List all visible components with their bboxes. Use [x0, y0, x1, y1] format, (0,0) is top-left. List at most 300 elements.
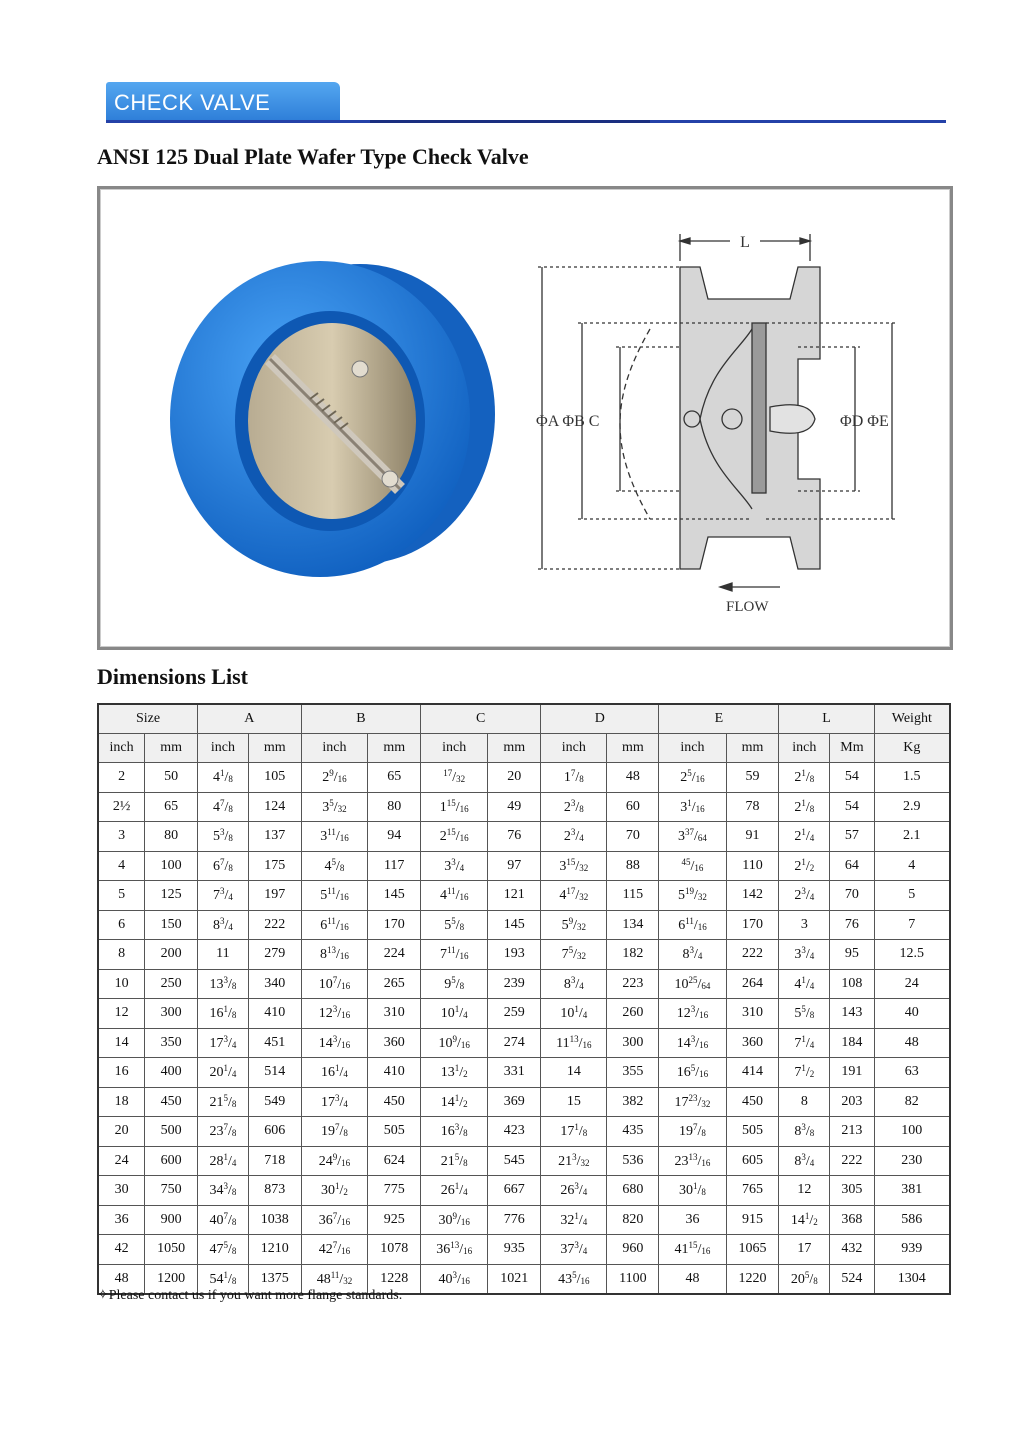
table-row — [98, 1235, 950, 1265]
table-cell: 65 — [368, 763, 421, 793]
table-cell: 175 — [248, 851, 301, 881]
table-row — [98, 763, 950, 793]
table-row — [98, 1176, 950, 1206]
table-cell: 50 — [145, 763, 198, 793]
table-cell: $43^5/_{16}$ — [541, 1264, 607, 1294]
table-row — [98, 910, 950, 940]
table-cell: 450 — [368, 1087, 421, 1117]
table-cell: 95 — [830, 940, 874, 970]
table-cell: $5^5/_8$ — [779, 999, 830, 1029]
table-cell: 8 — [98, 940, 145, 970]
table-cell: 549 — [248, 1087, 301, 1117]
table-cell: $47^5/_8$ — [198, 1235, 249, 1265]
table-cell: 222 — [248, 910, 301, 940]
table-cell: $26^3/_4$ — [541, 1176, 607, 1206]
sub-header-cell: mm — [145, 734, 198, 763]
table-cell: 4 — [98, 851, 145, 881]
table-cell: 820 — [607, 1205, 659, 1235]
table-cell: 435 — [607, 1117, 659, 1147]
table-row — [98, 1146, 950, 1176]
table-row — [98, 881, 950, 911]
sub-header-cell: inch — [659, 734, 726, 763]
table-cell: 125 — [145, 881, 198, 911]
table-cell: $14^1/_2$ — [421, 1087, 488, 1117]
table-cell: 369 — [488, 1087, 541, 1117]
table-cell: $6^7/_8$ — [198, 851, 249, 881]
table-cell: 450 — [726, 1087, 779, 1117]
section-tab-label: CHECK VALVE — [114, 90, 271, 115]
group-header-cell: E — [659, 704, 779, 734]
table-cell: 451 — [248, 1028, 301, 1058]
table-cell: $19^7/_8$ — [659, 1117, 726, 1147]
table-cell: $2^3/_4$ — [779, 881, 830, 911]
table-cell: 873 — [248, 1176, 301, 1206]
table-cell: 223 — [607, 969, 659, 999]
table-cell: $17^{23}/_{32}$ — [659, 1087, 726, 1117]
table-cell: 239 — [488, 969, 541, 999]
sub-header-cell: Kg — [874, 734, 950, 763]
group-header-cell: D — [541, 704, 659, 734]
table-cell: 97 — [488, 851, 541, 881]
table-cell: $2^5/_{16}$ — [659, 763, 726, 793]
table-cell: $3^3/_4$ — [779, 940, 830, 970]
table-cell: 191 — [830, 1058, 874, 1088]
table-cell: 1021 — [488, 1264, 541, 1294]
table-cell: $8^3/_4$ — [198, 910, 249, 940]
table-cell: 82 — [874, 1087, 950, 1117]
table-row — [98, 851, 950, 881]
table-cell: 30 — [98, 1176, 145, 1206]
table-cell: 586 — [874, 1205, 950, 1235]
sub-header-cell: Mm — [830, 734, 874, 763]
table-cell: 88 — [607, 851, 659, 881]
table-cell: 184 — [830, 1028, 874, 1058]
table-cell: 1065 — [726, 1235, 779, 1265]
table-cell: 36 — [98, 1205, 145, 1235]
table-cell: $3^5/_{32}$ — [301, 792, 368, 822]
table-cell: 423 — [488, 1117, 541, 1147]
table-cell: $3^{11}/_{16}$ — [301, 822, 368, 852]
table-cell: 54 — [830, 792, 874, 822]
tab-underline-accent — [370, 120, 650, 123]
sub-header-cell: inch — [301, 734, 368, 763]
table-cell: 20 — [98, 1117, 145, 1147]
table-cell: $2^1/_2$ — [779, 851, 830, 881]
table-cell: $2^1/_8$ — [779, 792, 830, 822]
table-cell: 5 — [98, 881, 145, 911]
table-cell: 300 — [607, 1028, 659, 1058]
table-cell: $30^1/_2$ — [301, 1176, 368, 1206]
table-row — [98, 822, 950, 852]
table-cell: 1228 — [368, 1264, 421, 1294]
table-cell: $4^1/_4$ — [779, 969, 830, 999]
table-cell: 3 — [98, 822, 145, 852]
table-cell: $2^1/_8$ — [779, 763, 830, 793]
group-header-cell: B — [301, 704, 420, 734]
table-cell: $2^{15}/_{16}$ — [421, 822, 488, 852]
valve-photo — [160, 249, 500, 589]
dimensions-table — [97, 703, 951, 1295]
table-cell: $16^1/_8$ — [198, 999, 249, 1029]
table-cell: $48^{11}/_{32}$ — [301, 1264, 368, 1294]
table-cell: $5^9/_{32}$ — [541, 910, 607, 940]
table-cell: 121 — [488, 881, 541, 911]
table-cell: 24 — [98, 1146, 145, 1176]
table-cell: $16^1/_4$ — [301, 1058, 368, 1088]
table-cell: 2½ — [98, 792, 145, 822]
table-cell: $5^{19}/_{32}$ — [659, 881, 726, 911]
table-row — [98, 969, 950, 999]
table-cell: 49 — [488, 792, 541, 822]
table-cell: 10 — [98, 969, 145, 999]
table-row — [98, 1205, 950, 1235]
table-cell: 94 — [368, 822, 421, 852]
table-cell: $10^7/_{16}$ — [301, 969, 368, 999]
table-cell: 667 — [488, 1176, 541, 1206]
table-cell: 4 — [874, 851, 950, 881]
table-cell: 42 — [98, 1235, 145, 1265]
table-cell: $19^7/_8$ — [301, 1117, 368, 1147]
table-cell: $20^5/_8$ — [779, 1264, 830, 1294]
table-cell: 7 — [874, 910, 950, 940]
table-cell: $26^1/_4$ — [421, 1176, 488, 1206]
table-cell: 54 — [830, 763, 874, 793]
table-cell: $13^3/_8$ — [198, 969, 249, 999]
table-cell: $8^3/_4$ — [779, 1146, 830, 1176]
table-cell: 40 — [874, 999, 950, 1029]
group-header-cell: L — [779, 704, 874, 734]
sub-header-cell: mm — [248, 734, 301, 763]
table-row — [98, 999, 950, 1029]
sub-header-cell: mm — [488, 734, 541, 763]
table-cell: $8^3/_8$ — [779, 1117, 830, 1147]
table-cell: 108 — [830, 969, 874, 999]
table-cell: $14^3/_{16}$ — [301, 1028, 368, 1058]
table-cell: $30^1/_8$ — [659, 1176, 726, 1206]
table-cell: $4^7/_8$ — [198, 792, 249, 822]
table-cell: $1^7/_8$ — [541, 763, 607, 793]
table-cell: $3^{37}/_{64}$ — [659, 822, 726, 852]
table-cell: 193 — [488, 940, 541, 970]
table-cell: 360 — [726, 1028, 779, 1058]
table-cell: 935 — [488, 1235, 541, 1265]
table-cell: $10^1/_4$ — [541, 999, 607, 1029]
table-cell: $16^3/_8$ — [421, 1117, 488, 1147]
valve-drawing — [520, 219, 940, 629]
sub-header-cell: inch — [779, 734, 830, 763]
table-cell: 57 — [830, 822, 874, 852]
table-cell: $30^9/_{16}$ — [421, 1205, 488, 1235]
table-cell: 775 — [368, 1176, 421, 1206]
table-cell: $36^{13}/_{16}$ — [421, 1235, 488, 1265]
table-cell: 59 — [726, 763, 779, 793]
table-cell: 381 — [874, 1176, 950, 1206]
table-cell: $32^1/_4$ — [541, 1205, 607, 1235]
table-row — [98, 1028, 950, 1058]
table-cell: 150 — [145, 910, 198, 940]
table-cell: $4^1/_8$ — [198, 763, 249, 793]
dim-left-labels: ΦA ΦB C — [536, 413, 600, 430]
table-cell: $1^{15}/_{16}$ — [421, 792, 488, 822]
table-cell: $3^1/_{16}$ — [659, 792, 726, 822]
table-cell: 360 — [368, 1028, 421, 1058]
table-cell: 514 — [248, 1058, 301, 1088]
table-cell: $37^3/_4$ — [541, 1235, 607, 1265]
table-cell: $4^5/_8$ — [301, 851, 368, 881]
table-cell: $3^{15}/_{32}$ — [541, 851, 607, 881]
table-cell: $10^{25}/_{64}$ — [659, 969, 726, 999]
table-cell: $12^3/_{16}$ — [301, 999, 368, 1029]
table-cell: 1078 — [368, 1235, 421, 1265]
table-cell: 124 — [248, 792, 301, 822]
table-cell: 48 — [98, 1264, 145, 1294]
table-row — [98, 1087, 950, 1117]
table-cell: $28^1/_4$ — [198, 1146, 249, 1176]
table-cell: 137 — [248, 822, 301, 852]
table-cell: 524 — [830, 1264, 874, 1294]
table-cell: $54^1/_8$ — [198, 1264, 249, 1294]
table-cell: 400 — [145, 1058, 198, 1088]
table-cell: 145 — [488, 910, 541, 940]
table-cell: 17 — [779, 1235, 830, 1265]
table-cell: 355 — [607, 1058, 659, 1088]
table-cell: 12 — [98, 999, 145, 1029]
table-cell: 170 — [368, 910, 421, 940]
table-cell: 350 — [145, 1028, 198, 1058]
flow-label: FLOW — [726, 599, 769, 615]
table-cell: 960 — [607, 1235, 659, 1265]
table-cell: $41^{15}/_{16}$ — [659, 1235, 726, 1265]
table-cell: 70 — [607, 822, 659, 852]
table-cell: 1.5 — [874, 763, 950, 793]
table-cell: $14^3/_{16}$ — [659, 1028, 726, 1058]
table-cell: $7^1/_4$ — [779, 1028, 830, 1058]
table-cell: 925 — [368, 1205, 421, 1235]
table-cell: $20^1/_4$ — [198, 1058, 249, 1088]
sub-header-cell: inch — [421, 734, 488, 763]
table-cell: 100 — [145, 851, 198, 881]
table-cell: 110 — [726, 851, 779, 881]
table-cell: 15 — [541, 1087, 607, 1117]
product-figure — [97, 186, 953, 650]
table-cell: $10^1/_4$ — [421, 999, 488, 1029]
table-cell: 606 — [248, 1117, 301, 1147]
table-cell: 36 — [659, 1205, 726, 1235]
table-cell: $6^{11}/_{16}$ — [301, 910, 368, 940]
table-cell: 200 — [145, 940, 198, 970]
table-cell: 310 — [726, 999, 779, 1029]
table-cell: $4^{11}/_{16}$ — [421, 881, 488, 911]
table-row — [98, 1058, 950, 1088]
table-cell: $42^7/_{16}$ — [301, 1235, 368, 1265]
table-cell: 382 — [607, 1087, 659, 1117]
sub-header-row — [98, 734, 950, 763]
table-cell: 605 — [726, 1146, 779, 1176]
table-cell: $21^5/_8$ — [198, 1087, 249, 1117]
dim-l-label: L — [740, 234, 750, 251]
table-cell: $21^3/_{32}$ — [541, 1146, 607, 1176]
table-cell: 48 — [874, 1028, 950, 1058]
table-cell: $8^3/_4$ — [659, 940, 726, 970]
table-cell: 776 — [488, 1205, 541, 1235]
table-cell: $13^1/_2$ — [421, 1058, 488, 1088]
table-cell: 750 — [145, 1176, 198, 1206]
table-cell: 3 — [779, 910, 830, 940]
table-cell: 48 — [607, 763, 659, 793]
table-cell: $7^1/_2$ — [779, 1058, 830, 1088]
table-cell: 1220 — [726, 1264, 779, 1294]
table-cell: 224 — [368, 940, 421, 970]
table-cell: 142 — [726, 881, 779, 911]
table-cell: $34^3/_8$ — [198, 1176, 249, 1206]
group-header-cell: Weight — [874, 704, 950, 734]
sub-header-cell: inch — [198, 734, 249, 763]
table-cell: 432 — [830, 1235, 874, 1265]
table-cell: 14 — [541, 1058, 607, 1088]
table-cell: $36^7/_{16}$ — [301, 1205, 368, 1235]
table-row — [98, 1117, 950, 1147]
table-cell: 48 — [659, 1264, 726, 1294]
table-cell: 624 — [368, 1146, 421, 1176]
table-cell: 117 — [368, 851, 421, 881]
table-cell: $6^{11}/_{16}$ — [659, 910, 726, 940]
table-cell: 279 — [248, 940, 301, 970]
table-cell: 63 — [874, 1058, 950, 1088]
sub-header-cell: mm — [607, 734, 659, 763]
table-row — [98, 940, 950, 970]
table-cell: $40^7/_8$ — [198, 1205, 249, 1235]
table-cell: 20 — [488, 763, 541, 793]
table-cell: $7^{11}/_{16}$ — [421, 940, 488, 970]
table-cell: 80 — [145, 822, 198, 852]
table-cell: $9^5/_8$ — [421, 969, 488, 999]
table-cell: $21^5/_8$ — [421, 1146, 488, 1176]
dim-right-labels: ΦD ΦE — [840, 413, 889, 430]
table-cell: 8 — [779, 1087, 830, 1117]
table-cell: 1038 — [248, 1205, 301, 1235]
table-cell: 505 — [368, 1117, 421, 1147]
table-cell: $2^1/_4$ — [779, 822, 830, 852]
table-cell: 213 — [830, 1117, 874, 1147]
table-cell: 182 — [607, 940, 659, 970]
table-cell: $2^3/_4$ — [541, 822, 607, 852]
table-cell: 718 — [248, 1146, 301, 1176]
table-cell: 2.1 — [874, 822, 950, 852]
table-cell: 2 — [98, 763, 145, 793]
group-header-cell: A — [198, 704, 302, 734]
table-cell: 410 — [368, 1058, 421, 1088]
table-cell: $8^{13}/_{16}$ — [301, 940, 368, 970]
table-cell: 600 — [145, 1146, 198, 1176]
table-cell: 300 — [145, 999, 198, 1029]
table-cell: $7^3/_4$ — [198, 881, 249, 911]
table-cell: $16^5/_{16}$ — [659, 1058, 726, 1088]
table-cell: $17^1/_8$ — [541, 1117, 607, 1147]
table-cell: 203 — [830, 1087, 874, 1117]
table-cell: 64 — [830, 851, 874, 881]
table-cell: 260 — [607, 999, 659, 1029]
table-cell: 12 — [779, 1176, 830, 1206]
sub-header-cell: mm — [726, 734, 779, 763]
table-cell: 331 — [488, 1058, 541, 1088]
table-cell: 115 — [607, 881, 659, 911]
table-cell: $5^3/_8$ — [198, 822, 249, 852]
table-cell: 368 — [830, 1205, 874, 1235]
table-cell: 505 — [726, 1117, 779, 1147]
table-cell: $10^9/_{16}$ — [421, 1028, 488, 1058]
table-cell: $40^3/_{16}$ — [421, 1264, 488, 1294]
table-cell: $17^3/_4$ — [198, 1028, 249, 1058]
table-cell: 1210 — [248, 1235, 301, 1265]
table-cell: $2^9/_{16}$ — [301, 763, 368, 793]
table-cell: 14 — [98, 1028, 145, 1058]
table-cell: 6 — [98, 910, 145, 940]
table-cell: 145 — [368, 881, 421, 911]
table-cell: 60 — [607, 792, 659, 822]
table-cell: 305 — [830, 1176, 874, 1206]
table-cell: $23^7/_8$ — [198, 1117, 249, 1147]
table-cell: $11^{13}/_{16}$ — [541, 1028, 607, 1058]
table-cell: 340 — [248, 969, 301, 999]
table-cell: 12.5 — [874, 940, 950, 970]
footnote: ✧Please contact us if you want more flange standards. — [97, 1288, 403, 1303]
table-cell: 900 — [145, 1205, 198, 1235]
table-cell: 100 — [874, 1117, 950, 1147]
table-cell: $^{17}/_{32}$ — [421, 763, 488, 793]
table-cell: $8^3/_4$ — [541, 969, 607, 999]
table-cell: $12^3/_{16}$ — [659, 999, 726, 1029]
table-cell: 105 — [248, 763, 301, 793]
table-row — [98, 792, 950, 822]
table-cell: $7^5/_{32}$ — [541, 940, 607, 970]
group-header-row — [98, 704, 950, 734]
sub-header-cell: inch — [98, 734, 145, 763]
group-header-cell: Size — [98, 704, 198, 734]
table-cell: 222 — [726, 940, 779, 970]
table-cell: 1304 — [874, 1264, 950, 1294]
table-cell: 70 — [830, 881, 874, 911]
table-cell: 259 — [488, 999, 541, 1029]
table-cell: 76 — [830, 910, 874, 940]
table-cell: 500 — [145, 1117, 198, 1147]
table-cell: 410 — [248, 999, 301, 1029]
table-cell: 1200 — [145, 1264, 198, 1294]
table-cell: 915 — [726, 1205, 779, 1235]
table-cell: 310 — [368, 999, 421, 1029]
table-cell: 134 — [607, 910, 659, 940]
table-cell: $^{45}/_{16}$ — [659, 851, 726, 881]
table-cell: 680 — [607, 1176, 659, 1206]
table-cell: 197 — [248, 881, 301, 911]
table-cell: 78 — [726, 792, 779, 822]
table-cell: $23^{13}/_{16}$ — [659, 1146, 726, 1176]
table-cell: 939 — [874, 1235, 950, 1265]
table-cell: 91 — [726, 822, 779, 852]
table-cell: 143 — [830, 999, 874, 1029]
table-cell: 2.9 — [874, 792, 950, 822]
table-cell: 230 — [874, 1146, 950, 1176]
table-cell: 65 — [145, 792, 198, 822]
table-cell: 1375 — [248, 1264, 301, 1294]
table-cell: 765 — [726, 1176, 779, 1206]
table-cell: 250 — [145, 969, 198, 999]
table-cell: $24^9/_{16}$ — [301, 1146, 368, 1176]
table-cell: 170 — [726, 910, 779, 940]
table-cell: $5^{11}/_{16}$ — [301, 881, 368, 911]
table-cell: $14^1/_2$ — [779, 1205, 830, 1235]
table-cell: $3^3/_4$ — [421, 851, 488, 881]
table-cell: 264 — [726, 969, 779, 999]
